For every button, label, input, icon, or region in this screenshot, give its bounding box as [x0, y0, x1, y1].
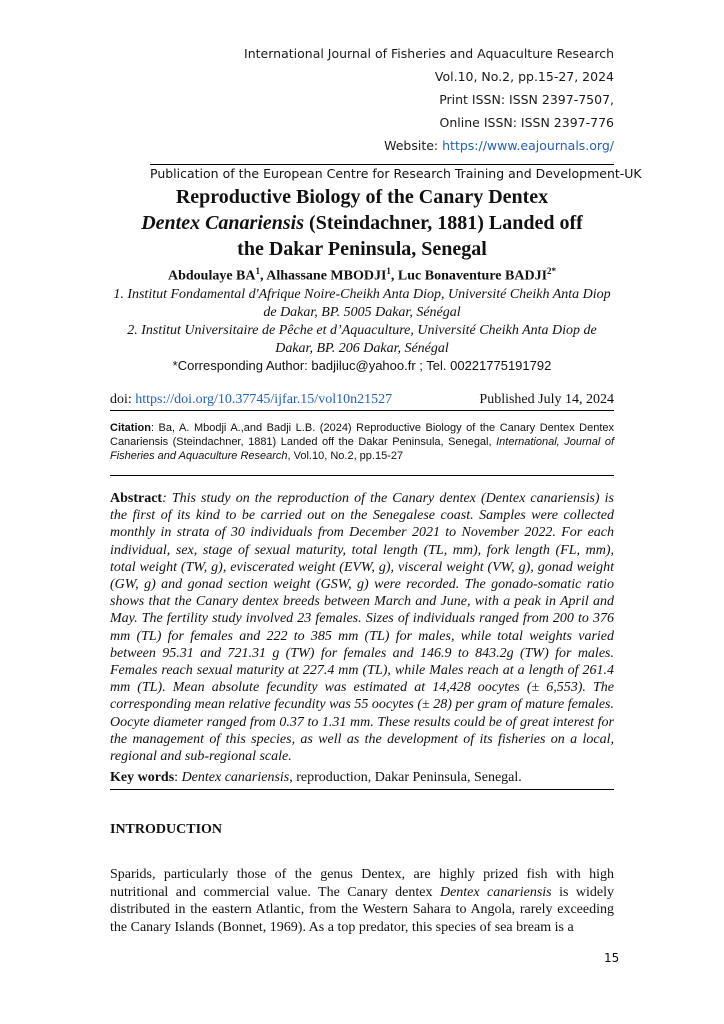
intro-text-rest: is widely distributed in the eastern Atlantic, from the Western Sahara to Angola, rarely exceeding the Canary Islands (Bonnet, 1969). As a top predator, this species of sea bream is a [110, 884, 614, 935]
author-list [108, 266, 616, 285]
title-line-2 [108, 210, 616, 236]
print-issn: Print ISSN: ISSN 2397-7507, [439, 92, 614, 107]
corresponding-author: *Corresponding Author: badjiluc@yahoo.fr ; Tel. 00221775191792 [172, 358, 552, 373]
introduction-paragraph [110, 866, 614, 936]
journal-name: International Journal of Fisheries and Aquaculture Research [244, 46, 614, 61]
author-2-sup: 1 [386, 266, 391, 276]
website-label: Website: [384, 138, 439, 153]
online-issn: Online ISSN: ISSN 2397-776 [439, 115, 614, 130]
keywords-sep: : [174, 770, 182, 785]
citation-journal: International, Journal of Fisheries and Aquaculture Research [110, 436, 615, 462]
citation-pages: , Vol.10, No.2, pp.15-27 [287, 450, 404, 462]
citation-text: : Ba, A. Mbodji A.,and Badji L.B. (2024) Reproductive Biology of the Canary Dentex Dentex Canariensis (Steindachner, 1881) Landed off the Dakar Peninsula, Senegal, [110, 422, 614, 448]
abstract [110, 490, 614, 765]
doi-line [110, 392, 614, 408]
published-date: Published July 14, 2024 [479, 392, 614, 407]
keywords-species: Dentex canariensis [181, 770, 290, 785]
keywords-rule [110, 789, 614, 790]
paper-title [108, 184, 616, 262]
publisher-line: Publication of the European Centre for Research Training and Development-UK [150, 166, 642, 181]
header-rule [150, 164, 614, 165]
keywords [110, 770, 614, 786]
website-link[interactable]: https://www.eajournals.org/ [442, 138, 614, 153]
doi-label: doi: [110, 392, 136, 407]
author-sep: , [260, 268, 267, 284]
citation-rule [110, 475, 614, 476]
author-1: Abdoulaye BA [167, 268, 256, 284]
citation-label: Citation [110, 422, 151, 434]
title-line-2-rest: (Steindachner, 1881) Landed off [304, 212, 583, 234]
title-species: Dentex Canariensis [141, 212, 305, 234]
keywords-rest: , reproduction, Dakar Peninsula, Senegal. [289, 770, 522, 785]
doi-rule [110, 410, 614, 411]
page-number: 15 [604, 951, 620, 965]
intro-text: Sparids, particularly those of the genus Dentex, are highly prized fish with high nutritional and commercial value. The Canary dentex [110, 867, 614, 900]
author-sep: , [390, 268, 398, 284]
author-3: Luc Bonaventure BADJI [397, 268, 548, 284]
keywords-label: Key words [110, 770, 175, 785]
author-2: Alhassane MBODJI [266, 268, 387, 284]
journal-header [244, 42, 614, 157]
affiliation-2: 2. Institut Universitaire de Pêche et d’Aquaculture, Université Cheikh Anta Diop de Dakar, BP. 206 Dakar, Sénégal [127, 323, 597, 356]
abstract-label: Abstract [110, 491, 163, 506]
introduction-heading: INTRODUCTION [110, 822, 223, 837]
title-line-1: Reproductive Biology of the Canary Dentex [175, 186, 549, 208]
author-3-sup: 2* [547, 266, 557, 276]
doi-link[interactable]: https://doi.org/10.37745/ijfar.15/vol10n21527 [135, 392, 393, 407]
author-1-sup: 1 [255, 266, 260, 276]
affiliation-1: 1. Institut Fondamental d'Afrique Noire-Cheikh Anta Diop, Université Cheikh Anta Diop de Dakar, BP. 5005 Dakar, Sénégal [113, 287, 611, 320]
title-line-3: the Dakar Peninsula, Senegal [237, 238, 487, 260]
intro-species: Dentex canariensis [439, 884, 552, 900]
volume-info: Vol.10, No.2, pp.15-27, 2024 [434, 69, 614, 84]
abstract-text: : This study on the reproduction of the Canary dentex (Dentex canariensis) is the first of its kind to be carried out on the Senegalese coast. Samples were collected monthly in strata of 30 individuals from December 2021 to November 2022. For each individual, sex, stage of sexual maturity, total length (TL, mm), fork length (FL, mm), total weight (TW, g), eviscerated weight (EVW, g), visceral weight (VW, g), gonad weight (GW, g) and gonad section weight (GSW, g) were recorded. The gonado-somatic ratio shows that the Canary dentex breeds between March and June, with a peak in April and May. The fertility study involved 23 females. Sizes of individuals ranged from 200 to 376 mm (TL) for females and 222 to 385 mm (TL) for males, while total weights varied between 95.31 and 721.31 g (TW) for females and 146.9 to 843.2g (TW) for males. Females reach sexual maturity at 227.4 mm (TL), while Males reach at a length of 261.4 mm (TL). Mean absolute fecundity was estimated at 14,428 oocytes (± 6,553). The corresponding mean relative fecundity was 55 oocytes (± 28) per gram of mature females. Oocyte diameter ranged from 0.37 to 1.31 mm. These results could be of great interest for the management of this species, as well as the development of its fisheries on a local, regional and sub-regional scale. [110, 491, 614, 765]
website-line [244, 134, 614, 157]
citation [110, 421, 614, 463]
